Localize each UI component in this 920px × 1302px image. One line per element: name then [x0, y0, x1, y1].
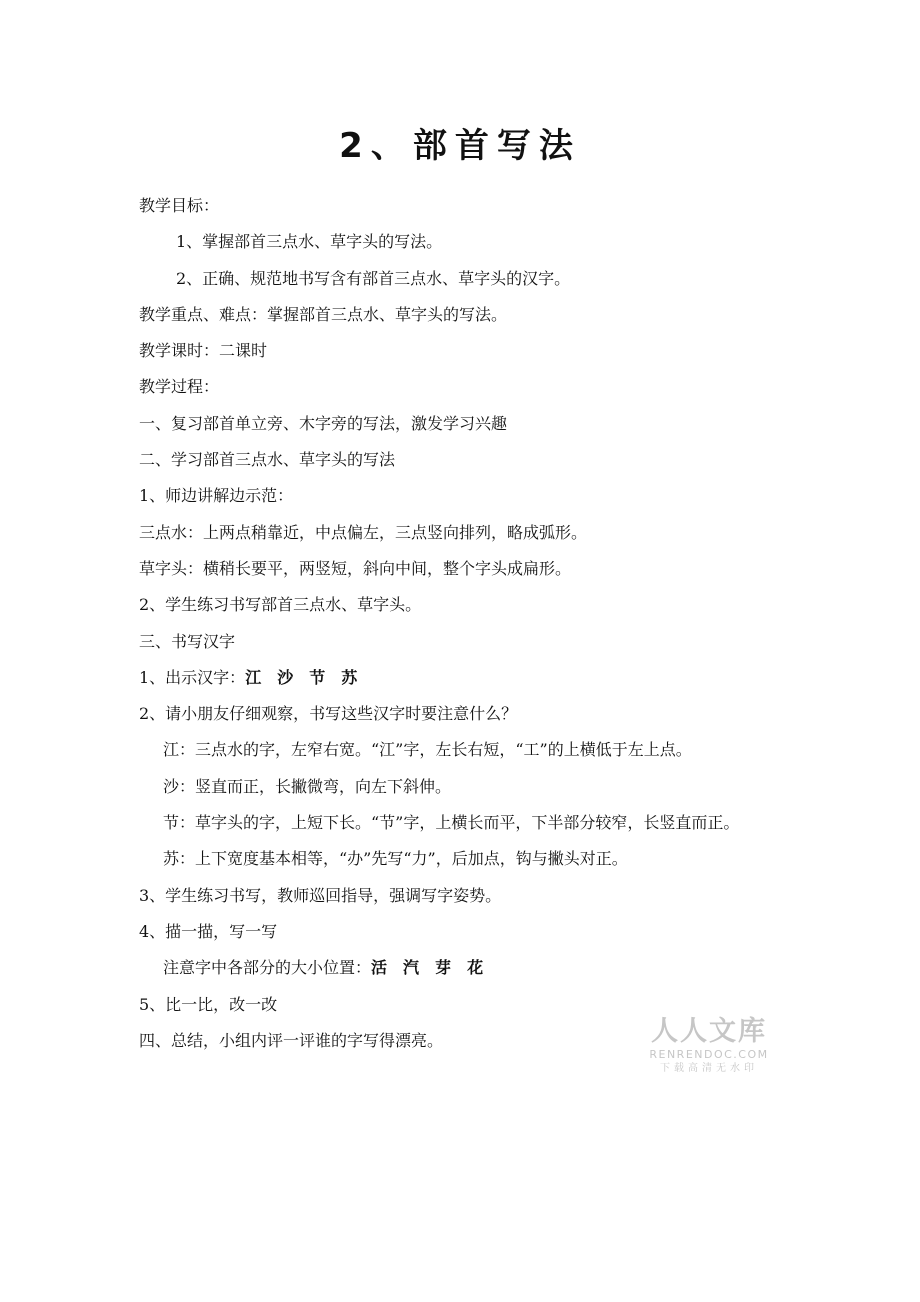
process-heading: 教学过程：	[139, 377, 220, 397]
section-3-step-2: 2、请小朋友仔细观察，书写这些汉字时要注意什么？	[139, 704, 518, 724]
section-3-step-3: 3、学生练习书写，教师巡回指导，强调写字姿势。	[139, 885, 502, 905]
section-2: 二、学习部首三点水、草字头的写法	[139, 450, 396, 470]
section-3-step-5: 5、比一比，改一改	[139, 994, 278, 1014]
char-hua: 花	[467, 958, 484, 978]
section-3: 三、书写汉字	[139, 631, 236, 651]
section-2-step-1: 1、师边讲解边示范：	[139, 486, 294, 506]
section-3-step-4: 4、描一描，写一写	[139, 921, 278, 941]
objectives-heading: 教学目标：	[139, 196, 220, 215]
page-title: 2、部首写法	[339, 126, 581, 166]
key-points: 教学重点、难点：掌握部首三点水、草字头的写法。	[139, 304, 508, 324]
caozitou-description: 草字头：横稍长要平，两竖短，斜向中间，整个字头成扁形。	[139, 558, 572, 578]
watermark-main-text: 人人文库	[651, 1016, 767, 1047]
objective-item-1: 1、掌握部首三点水、草字头的写法。	[176, 232, 443, 252]
section-2-step-2: 2、学生练习书写部首三点水、草字头。	[139, 595, 422, 615]
jiang-note: 江：三点水的字，左窄右宽。“江”字，左长右短，“工”的上横低于左上点。	[163, 740, 692, 760]
section-3-step-4-note	[139, 950, 781, 986]
teaching-hours: 教学课时：二课时	[139, 341, 268, 361]
char-jiang: 江	[245, 667, 262, 687]
section-1: 一、复习部首单立旁、木字旁的写法，激发学习兴趣	[139, 413, 508, 433]
document-body	[139, 188, 781, 1059]
char-jie: 节	[309, 667, 326, 687]
watermark-logo	[646, 1016, 772, 1076]
sha-note: 沙：竖直而正，长撇微弯，向左下斜伸。	[163, 776, 452, 796]
objective-item-2: 2、正确、规范地书写含有部首三点水、草字头的汉字。	[176, 268, 571, 288]
watermark-subtext: 下载高清无水印	[660, 1063, 758, 1074]
section-4: 四、总结，小组内评一评谁的字写得漂亮。	[139, 1030, 444, 1050]
sandianshui-description: 三点水：上两点稍靠近，中点偏左，三点竖向排列，略成弧形。	[139, 522, 588, 542]
section-3-step-1	[139, 660, 781, 696]
char-qi: 汽	[403, 958, 420, 978]
su-note: 苏：上下宽度基本相等，“办”先写“力”，后加点，钩与撇头对正。	[163, 849, 628, 869]
char-sha: 沙	[277, 667, 294, 687]
char-su: 苏	[341, 667, 358, 687]
step-1-label: 1、出示汉字：	[139, 667, 246, 687]
char-ya: 芽	[435, 958, 452, 978]
char-huo: 活	[371, 958, 388, 978]
step-4-note-label: 注意字中各部分的大小位置：	[163, 958, 372, 978]
watermark-url: RENRENDOC.COM	[649, 1048, 769, 1061]
jie-note: 节：草字头的字，上短下长。“节”字，上横长而平，下半部分较窄，长竖直而正。	[163, 813, 740, 833]
